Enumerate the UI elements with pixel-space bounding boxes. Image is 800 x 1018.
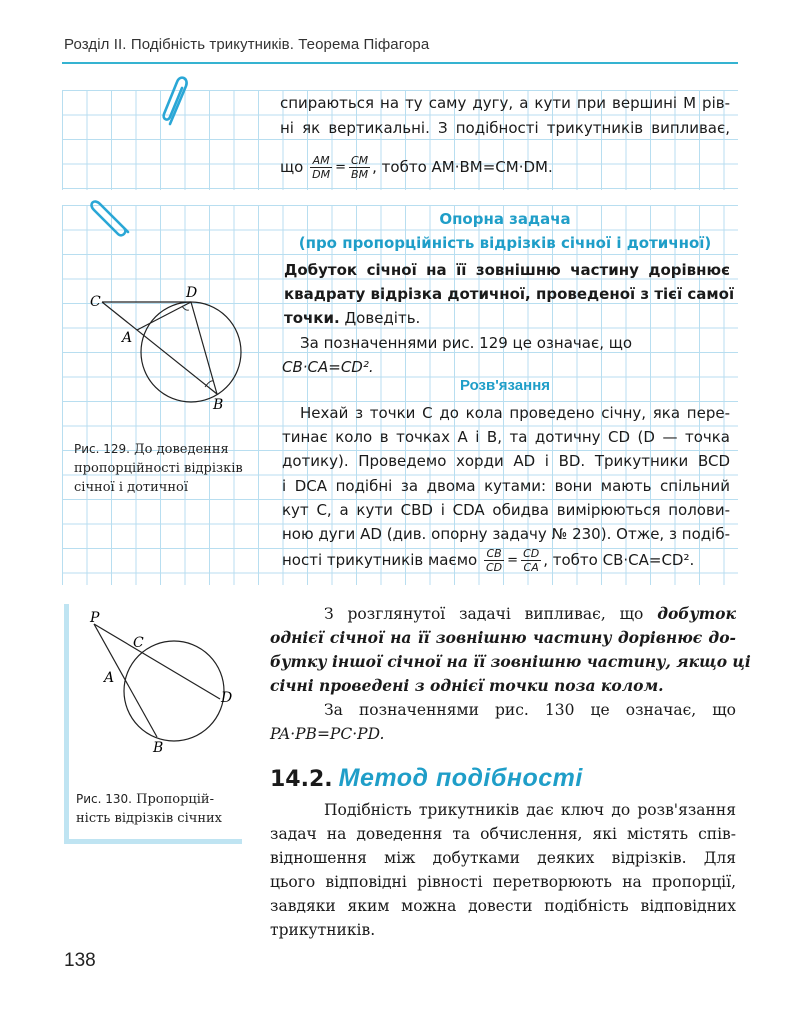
section-heading	[270, 764, 583, 793]
header-rule	[62, 62, 738, 64]
figure-130-diagram	[80, 606, 240, 756]
point-label-d: D	[186, 285, 198, 301]
solution-line: і DCA подібні за двома кутами: вони мають спільний	[282, 476, 730, 495]
section-line: задач на доведення та обчислення, які містять спів-	[270, 825, 736, 843]
page-number: 138	[64, 950, 96, 971]
section-name: Метод подібності	[338, 764, 583, 792]
solution-title: Розв'язання	[459, 377, 551, 394]
statement-line: квадрату відрізка дотичної, проведеної з тієї самої	[284, 285, 735, 303]
point-label-d: D	[221, 690, 233, 706]
note-formula: CB·CA=CD².	[282, 358, 374, 376]
fraction: $\frac{AM}{DM}$	[312, 154, 331, 181]
point-label-c: C	[133, 635, 144, 651]
statement-line: точки. Доведіть.	[284, 309, 421, 327]
fraction: $\frac{CM}{BM}$	[350, 154, 369, 181]
point-label-a: A	[104, 670, 115, 686]
figure-129-caption: Рис. 129. До доведення пропорційності відрізків січної і дотичної	[74, 442, 243, 495]
conclusion-line: З розглянутої задачі випливає, що добуток	[324, 604, 736, 623]
point-label-c: C	[90, 294, 101, 310]
reference-problem-subtitle: (про пропорційність відрізків січної і дотичної)	[298, 234, 712, 252]
paperclip-icon	[158, 72, 196, 130]
conclusion-line: однієї січної на її зовнішню частину дорівнює до-	[270, 628, 736, 647]
statement-line: Добуток січної на її зовнішню частину дорівнює	[284, 261, 730, 279]
note-line: За позначеннями рис. 129 це означає, що	[300, 334, 633, 352]
point-label-p: P	[90, 610, 100, 626]
solution-line: Нехай з точки C до кола проведено січну, яка пере-	[300, 404, 730, 422]
formula-suffix: , тобто AM·BM=CM·DM.	[372, 158, 553, 176]
running-header: Розділ ІІ. Подібність трикутників. Теорема Піфагора	[64, 36, 430, 53]
fraction: $\frac{CD}{CA}$	[523, 547, 540, 574]
secant-pd	[94, 624, 220, 699]
chord-ad	[137, 302, 191, 330]
point-label-a: A	[122, 330, 133, 346]
equals-sign: =	[507, 552, 519, 568]
section-line: Подібність трикутників дає ключ до розв'язання	[324, 801, 736, 819]
paperclip-icon	[88, 192, 134, 240]
figure-130-caption: Рис. 130. Пропорцій- ність відрізків січних	[76, 792, 222, 826]
secant-cb	[102, 302, 217, 394]
conclusion-line: бутку іншої січної на її зовнішню частину, якщо ці	[270, 652, 751, 671]
section-line: цього відповідні рівності перетворюють на пропорції,	[270, 873, 736, 891]
formula-line: ності трикутників маємо $\frac{CB}{CD}$ = $\frac{CD}{CA}$ , тобто CB·CA=CD².	[282, 540, 694, 581]
formula-prefix: що	[280, 158, 304, 176]
circle	[124, 641, 224, 741]
angle-mark	[205, 381, 213, 387]
point-label-b: B	[213, 397, 224, 413]
solution-line: дотику). Проведемо хорди AD і BD. Трикутники BCD	[282, 452, 730, 471]
section-line: трикутників.	[270, 921, 376, 939]
point-label-b: B	[153, 740, 164, 756]
body-line: ні як вертикальні. З подібності трикутників випливає,	[280, 119, 730, 137]
conclusion-formula: PA·PB=PC·PD.	[270, 725, 385, 743]
reference-problem-title: Опорна задача	[439, 210, 571, 228]
fraction: $\frac{CB}{CD}$	[486, 547, 503, 574]
section-line: завдяки яким можна довести подібність відповідних	[270, 897, 736, 915]
formula-line	[280, 147, 553, 188]
chord-bd	[191, 302, 217, 394]
solution-line: тинає коло в точках A і B, та дотичну CD (D — точка	[282, 428, 730, 447]
circle	[141, 302, 241, 402]
body-line: спираються на ту саму дугу, а кути при вершині M рів-	[280, 94, 730, 112]
equals-sign: =	[335, 159, 346, 175]
solution-line: ною дуги AD (див. опорну задачу № 230). Отже, з подіб-	[282, 525, 730, 543]
conclusion-line: січні проведені з однієї точки поза колом.	[270, 676, 664, 695]
figure-129-diagram	[82, 280, 252, 415]
solution-line: кут C, а кути CBD і CDA обидва вимірюються полови-	[282, 500, 730, 519]
section-number: 14.2.	[270, 767, 333, 792]
section-line: відношення між добутками деяких відрізків. Для	[270, 849, 736, 867]
conclusion-line: За позначеннями рис. 130 це означає, що	[324, 701, 736, 719]
